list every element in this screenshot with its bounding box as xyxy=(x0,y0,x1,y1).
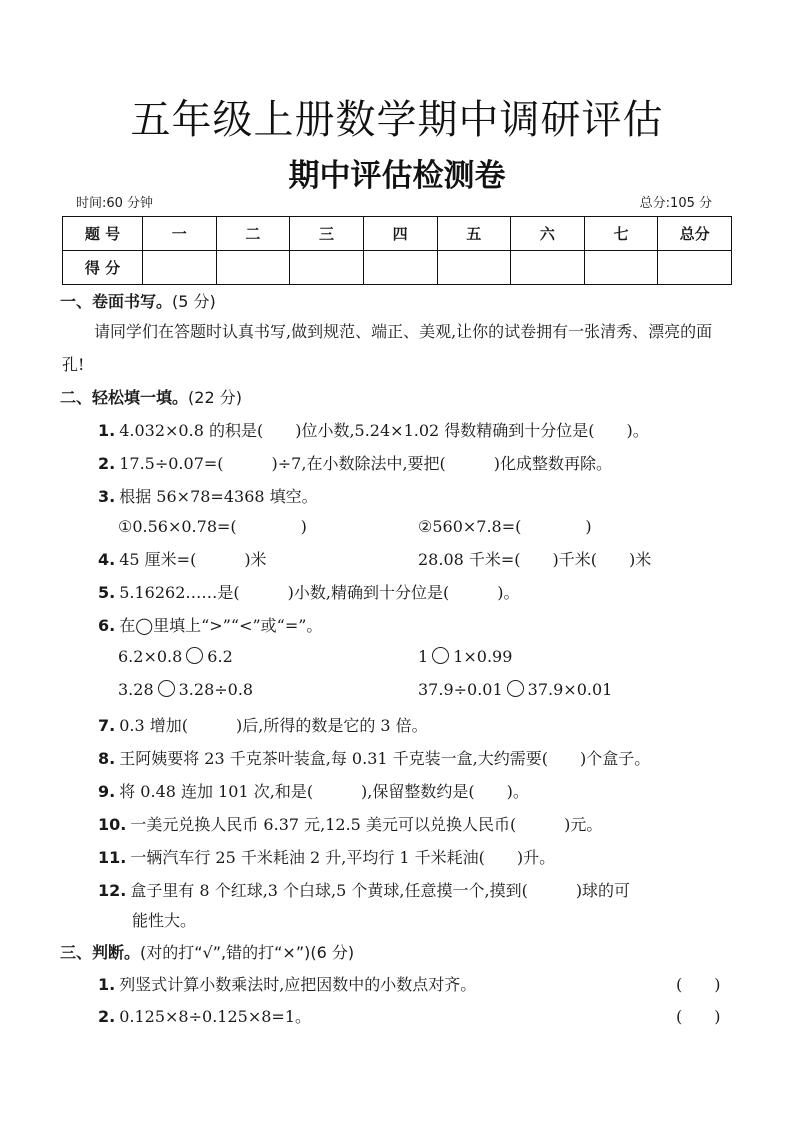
question-number: 2. xyxy=(98,1007,116,1026)
question-text: 列竖式计算小数乘法时,应把因数中的小数点对齐。 xyxy=(119,975,477,994)
section3-heading xyxy=(60,940,354,963)
section3-points: (对的打“√”,错的打“×”)(6 分) xyxy=(140,943,355,962)
score-header-cell: 三 xyxy=(290,217,364,251)
compare-circle-blank[interactable] xyxy=(158,680,175,697)
compare-circle-blank[interactable] xyxy=(186,647,203,664)
compare-left: 3.28 xyxy=(118,680,154,699)
score-header-cell: 七 xyxy=(584,217,658,251)
score-cell[interactable] xyxy=(658,251,732,285)
compare-item-a xyxy=(118,647,233,666)
compare-circle-blank[interactable] xyxy=(432,647,449,664)
question-text: 在◯里填上“>”“<”或“=”。 xyxy=(119,616,323,635)
score-table-score-row xyxy=(63,251,732,285)
question-text: 盒子里有 8 个红球,3 个白球,5 个黄球,任意摸一个,摸到( )球的可 xyxy=(130,881,631,900)
question-text: 45 厘米=( )米 xyxy=(119,550,267,569)
question-2-5 xyxy=(98,580,519,603)
section1-paragraph: 请同学们在答题时认真书写,做到规范、端正、美观,让你的试卷拥有一张清秀、漂亮的面孔! xyxy=(62,322,713,374)
question-text: 将 0.48 连加 101 次,和是( ),保留整数约是( )。 xyxy=(119,782,529,801)
score-cell[interactable] xyxy=(216,251,290,285)
score-header-cell: 四 xyxy=(363,217,437,251)
question-2-3-a: ①0.56×0.78=( ) xyxy=(118,517,307,536)
question-text: 17.5÷0.07=( )÷7,在小数除法中,要把( )化成整数再除。 xyxy=(119,454,613,473)
score-cell[interactable] xyxy=(511,251,585,285)
question-2-10 xyxy=(98,812,602,835)
score-header-cell: 五 xyxy=(437,217,511,251)
question-2-12 xyxy=(98,878,630,901)
compare-right: 1×0.99 xyxy=(453,647,513,666)
score-cell[interactable] xyxy=(584,251,658,285)
compare-right: 6.2 xyxy=(207,647,233,666)
compare-right: 37.9×0.01 xyxy=(527,680,613,699)
question-3-2 xyxy=(98,1004,311,1027)
question-2-4-b: 28.08 千米=( )千米( )米 xyxy=(418,550,652,569)
question-2-4 xyxy=(98,547,267,570)
question-text: 一辆汽车行 25 千米耗油 2 升,平均行 1 千米耗油( )升。 xyxy=(130,848,556,867)
question-2-6 xyxy=(98,613,322,636)
score-header-cell: 总分 xyxy=(658,217,732,251)
score-header-cell: 六 xyxy=(511,217,585,251)
compare-left: 37.9÷0.01 xyxy=(418,680,503,699)
exam-title: 五年级上册数学期中调研评估 xyxy=(130,97,664,143)
score-cell[interactable] xyxy=(363,251,437,285)
question-number: 8. xyxy=(98,749,116,768)
question-text: 5.16262……是( )小数,精确到十分位是( )。 xyxy=(119,583,520,602)
question-number: 1. xyxy=(98,421,116,440)
question-text: 0.125×8÷0.125×8=1。 xyxy=(119,1007,311,1026)
compare-item-c xyxy=(118,680,253,699)
exam-subtitle: 期中评估检测卷 xyxy=(288,158,506,194)
question-text: 根据 56×78=4368 填空。 xyxy=(119,487,318,506)
question-number: 5. xyxy=(98,583,116,602)
section1-points: (5 分) xyxy=(172,292,216,311)
question-number: 4. xyxy=(98,550,116,569)
compare-right: 3.28÷0.8 xyxy=(178,680,254,699)
question-number: 7. xyxy=(98,716,116,735)
question-number: 10. xyxy=(98,815,127,834)
compare-item-b xyxy=(418,647,512,666)
score-cell[interactable] xyxy=(143,251,217,285)
score-table xyxy=(62,216,732,285)
question-number: 12. xyxy=(98,881,127,900)
section1-title: 一、卷面书写。 xyxy=(60,292,173,311)
question-2-3-b: ②560×7.8=( ) xyxy=(418,517,592,536)
total-score: 总分:105 分 xyxy=(639,196,712,211)
section2-points: (22 分) xyxy=(188,388,242,407)
question-text: 王阿姨要将 23 千克茶叶装盒,每 0.31 千克装一盒,大约需要( )个盒子。 xyxy=(119,749,651,768)
question-3-1 xyxy=(98,972,476,995)
answer-paren[interactable]: ( ) xyxy=(676,975,721,994)
question-2-2 xyxy=(98,451,612,474)
time-limit: 时间:60 分钟 xyxy=(76,196,154,211)
question-2-12-cont: 能性大。 xyxy=(132,911,197,930)
question-number: 9. xyxy=(98,782,116,801)
question-number: 1. xyxy=(98,975,116,994)
score-header-cell: 题 号 xyxy=(63,217,143,251)
score-table-header-row xyxy=(63,217,732,251)
score-cell[interactable] xyxy=(437,251,511,285)
question-text: 0.3 增加( )后,所得的数是它的 3 倍。 xyxy=(119,716,428,735)
section1-heading xyxy=(60,289,216,312)
question-2-8 xyxy=(98,746,650,769)
question-text: 4.032×0.8 的积是( )位小数,5.24×1.02 得数精确到十分位是( )。 xyxy=(119,421,649,440)
compare-circle-blank[interactable] xyxy=(507,680,524,697)
section2-title: 二、轻松填一填。 xyxy=(60,388,189,407)
section2-heading xyxy=(60,385,242,408)
question-text: 一美元兑换人民币 6.37 元,12.5 美元可以兑换人民币( )元。 xyxy=(130,815,603,834)
question-number: 6. xyxy=(98,616,116,635)
question-2-7 xyxy=(98,713,428,736)
compare-left: 6.2×0.8 xyxy=(118,647,183,666)
question-2-9 xyxy=(98,779,529,802)
compare-item-d xyxy=(418,680,612,699)
question-number: 2. xyxy=(98,454,116,473)
question-2-3 xyxy=(98,484,318,507)
question-number: 11. xyxy=(98,848,127,867)
question-2-1 xyxy=(98,418,649,441)
score-header-cell: 二 xyxy=(216,217,290,251)
question-number: 3. xyxy=(98,487,116,506)
section3-title: 三、判断。 xyxy=(60,943,141,962)
score-header-cell: 一 xyxy=(143,217,217,251)
score-row-label: 得 分 xyxy=(63,251,143,285)
score-cell[interactable] xyxy=(290,251,364,285)
question-2-11 xyxy=(98,845,555,868)
compare-left: 1 xyxy=(418,647,429,666)
answer-paren[interactable]: ( ) xyxy=(676,1007,721,1026)
